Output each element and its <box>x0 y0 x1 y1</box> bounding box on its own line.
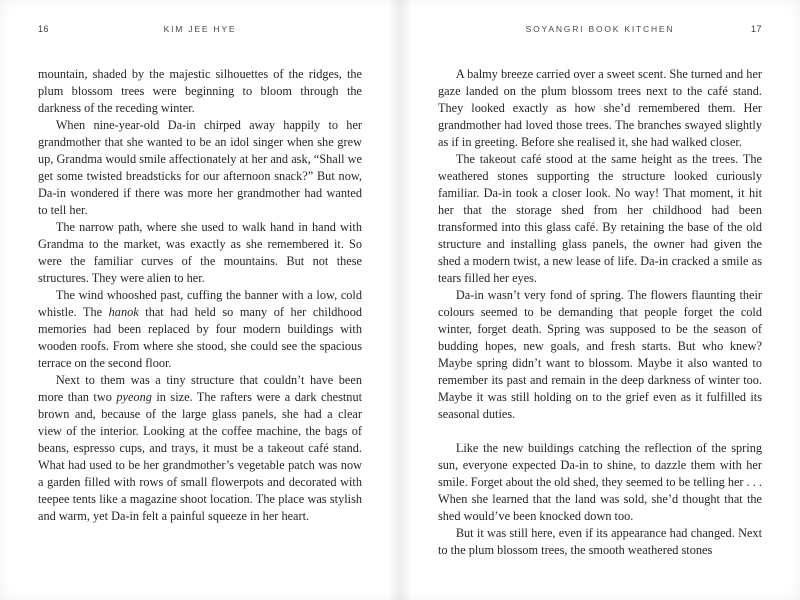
running-head-author: KIM JEE HYE <box>163 24 237 34</box>
running-head-title: SOYANGRI BOOK KITCHEN <box>525 24 675 34</box>
paragraph-text: in size. The rafters were a dark chestnut brown and, because of the large glass panels, she had a clear view of the interior. Looking at the coffee machine, the bags of beans, espresso cups, and trays, it must be a takeout café stand. What had used to be her grandmother’s vegetable patch was now a garden filled with rows of small flowerpots and decorated with teepee tents like a magazine shoot location. The place was stylish and warm, yet Da-in felt a painful squeeze in her heart. <box>38 390 363 523</box>
paragraph-text: The wind whooshed past, cuffing the banner with a low, cold whistle. The <box>38 288 362 319</box>
page-header-right <box>438 24 762 38</box>
paragraph <box>38 287 362 372</box>
italic-term-pyeong: pyeong <box>116 390 152 404</box>
paragraph: mountain, shaded by the majestic silhouettes of the ridges, the plum blossom trees were beginning to bloom through the darkness of the receding winter. <box>38 67 362 115</box>
paragraph: A balmy breeze carried over a sweet scent. She turned and her gaze landed on the plum blossom trees next to the café stand. They looked exactly as how she’d remembered them. Her grandmother had loved those trees. The branches swayed slightly as if in greeting. Before she realised it, she had walked closer. <box>438 67 762 149</box>
italic-term-hanok: hanok <box>108 305 139 319</box>
paragraph: The narrow path, where she used to walk hand in hand with Grandma to the market, was exactly as she remembered it. So were the familiar curves of the mountains. But not these structures. They were alien to her. <box>38 220 362 285</box>
paragraph-text: that had held so many of her childhood memories had been replaced by four modern buildings with wooden roofs. From where she stood, she could see the spacious terrace on the second floor. <box>38 305 363 370</box>
paragraph: But it was still here, even if its appearance had changed. Next to the plum blossom trees, the smooth weathered stones <box>438 526 762 557</box>
paragraph: Like the new buildings catching the reflection of the spring sun, everyone expected Da-in to shine, to dazzle them with her smile. Forget about the old shed, they seemed to be telling her . . . When she learned that the land was sold, she’d thought that the shed would’ve been knocked down too. <box>438 441 762 523</box>
page-header-left <box>38 24 362 38</box>
paragraph <box>38 372 362 525</box>
paragraph: When nine-year-old Da-in chirped away happily to her grandmother that she wanted to be an idol singer when she grew up, Grandma would smile affectionately at her and ask, “Shall we get some twisted breadsticks for our afternoon snack?” But now, Da-in wondered if there was more her grandmother had wanted to tell her. <box>38 118 362 217</box>
page-number-left: 16 <box>38 24 50 34</box>
paragraph: The takeout café stood at the same height as the trees. The weathered stones supporting the structure looked curiously familiar. Da-in took a closer look. No way! That moment, it hit her that the storage shed from her childhood had been transformed into this glass café. By retaining the base of the old structure and installing glass panels, the owner had given the shed a modern twist, a new lease of life. Da-in cracked a smile as tears filled her eyes. <box>438 152 762 285</box>
paragraph-text: Next to them was a tiny structure that couldn’t have been more than two <box>38 373 362 404</box>
page-body-left <box>38 66 362 525</box>
paragraph: Da-in wasn’t very fond of spring. The flowers flaunting their colours seemed to be demanding that people forget the cold winter, forget death. Spring was supposed to be the season of budding hopes, new goals, and fresh starts. But who knew? Maybe spring didn’t want to blossom. Maybe it also wanted to remember its past and remain in the deep darkness of winter too. Maybe it was still holding on to the grief even as it fulfilled its seasonal duties. <box>438 288 762 421</box>
page-right <box>400 0 800 600</box>
page-body-right <box>438 66 762 559</box>
page-number-right: 17 <box>750 24 762 34</box>
